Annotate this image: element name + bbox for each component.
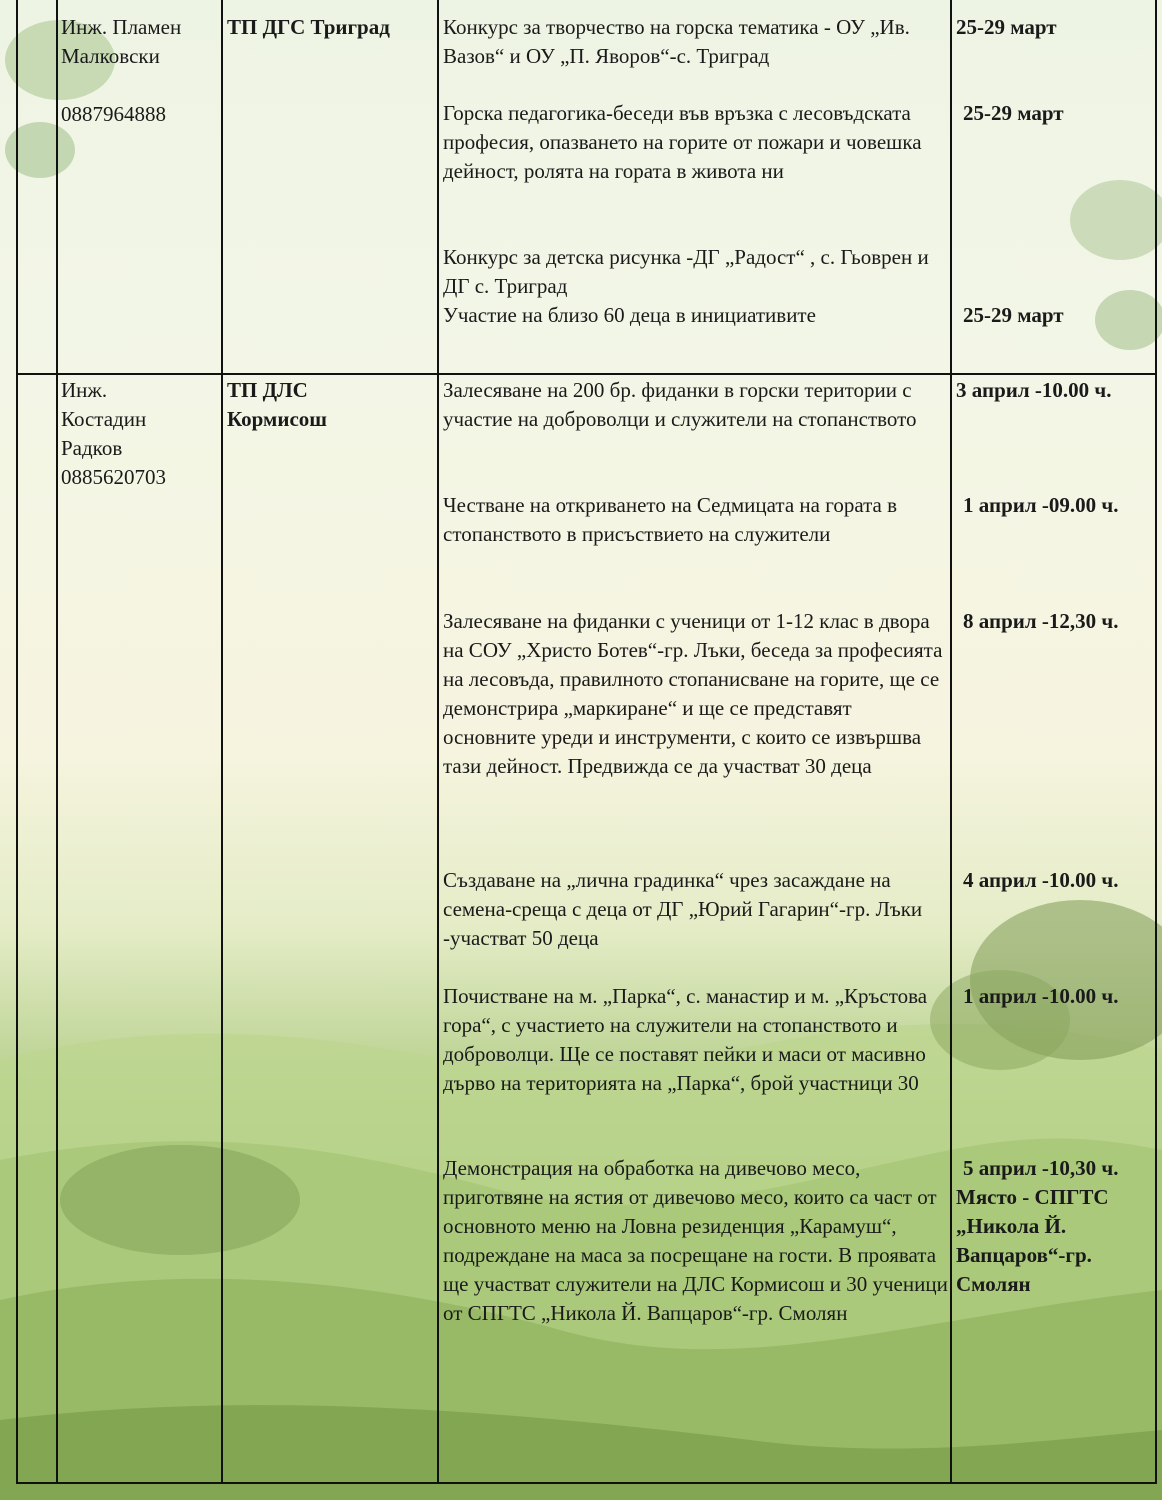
event-date: 8 април -12,30 ч. bbox=[963, 609, 1119, 633]
table-divider-1 bbox=[56, 0, 58, 1484]
contact-phone: 0887964888 bbox=[61, 102, 166, 126]
contact-name: Малковски bbox=[61, 44, 160, 68]
event-description: Горска педагогика-беседи във връзка с лесовъдската професия, опазването на горите от пожари и човешка дейност, ролята на гората в живота ни bbox=[443, 101, 922, 183]
unit-name: ТП ДГС Триград bbox=[227, 15, 390, 39]
event-description: Честване на откриването на Седмицата на гората в стопанството в присъствието на служители bbox=[443, 493, 898, 546]
contact-name: Радков bbox=[61, 436, 123, 460]
table-divider-2 bbox=[221, 0, 223, 1484]
event-date-place bbox=[956, 1154, 1154, 1299]
event-date: 1 април -10.00 ч. bbox=[963, 984, 1119, 1008]
event-place: Вапцаров“-гр. bbox=[956, 1243, 1092, 1267]
event-description: Залесяване на фиданки с ученици от 1-12 клас в двора на СОУ „Христо Ботев“-гр. Лъки, беседа за професията на лесовъда, правилното стопанисване на горите, ще се демонстрира „маркиране“ и ще се представят основните уреди и инструменти, с които се извършва тази дейност. Предвижда се да участват 30 деца bbox=[443, 609, 943, 778]
event-description: Демонстрация на обработка на дивечово месо, приготвяне на ястия от дивечово месо, които са част от основното меню на Ловна резиденция „Карамуш“, подреждане на маса за посрещане на гости. В проявата ще участват служители на ДЛС Кормисош и 30 ученици от СПГТС „Никола Й. Вапцаров“-гр. Смолян bbox=[443, 1156, 948, 1325]
event-date: 1 април -09.00 ч. bbox=[963, 493, 1119, 517]
event-date: 25-29 март bbox=[956, 15, 1057, 39]
event-date: 25-29 март bbox=[963, 101, 1064, 125]
event-description: Конкурс за детска рисунка -ДГ „Радост“ , с. Гьоврен и ДГ с. Триград bbox=[443, 245, 929, 298]
event-date: 25-29 март bbox=[963, 303, 1064, 327]
table-border-left bbox=[16, 0, 18, 1484]
table-border-right bbox=[1155, 0, 1157, 1484]
table-divider-3 bbox=[437, 0, 439, 1484]
event-date: 4 април -10.00 ч. bbox=[963, 868, 1119, 892]
event-date: 5 април -10,30 ч. bbox=[963, 1156, 1119, 1180]
event-place: „Никола Й. bbox=[956, 1214, 1067, 1238]
unit-name-line: Кормисош bbox=[227, 407, 327, 431]
unit-name bbox=[227, 376, 442, 434]
table-bottom-border bbox=[16, 1482, 1157, 1484]
table-divider-4 bbox=[950, 0, 952, 1484]
event-description: Залесяване на 200 бр. фиданки в горски територии с участие на доброволци и служители на стопанството bbox=[443, 378, 917, 431]
event-place: Смолян bbox=[956, 1272, 1031, 1296]
event-place: Място - СПГТС bbox=[956, 1185, 1109, 1209]
event-description: Участие на близо 60 деца в инициативите bbox=[443, 303, 816, 327]
unit-name-line: ТП ДЛС bbox=[227, 378, 308, 402]
contact-name: Инж. Пламен bbox=[61, 15, 182, 39]
contact-name: Инж. bbox=[61, 378, 108, 402]
contact-cell bbox=[61, 13, 221, 129]
event-description: Почистване на м. „Парка“, с. манастир и м. „Кръстова гора“, с участието на служители на стопанството и доброволци. Ще се поставят пейки и маси от масивно дърво на територията на „Парка“, брой участници 30 bbox=[443, 984, 928, 1095]
contact-cell bbox=[61, 376, 221, 492]
contact-phone: 0885620703 bbox=[61, 465, 166, 489]
event-description: Създаване на „лична градинка“ чрез засаждане на семена-среща с деца от ДГ „Юрий Гагарин“-гр. Лъки -участват 50 деца bbox=[443, 868, 923, 950]
event-date: 3 април -10.00 ч. bbox=[956, 378, 1112, 402]
row-separator bbox=[16, 373, 1157, 375]
contact-name: Костадин bbox=[61, 407, 147, 431]
event-description: Конкурс за творчество на горска тематика - ОУ „Ив. Вазов“ и ОУ „П. Яворов“-с. Триград bbox=[443, 15, 910, 68]
